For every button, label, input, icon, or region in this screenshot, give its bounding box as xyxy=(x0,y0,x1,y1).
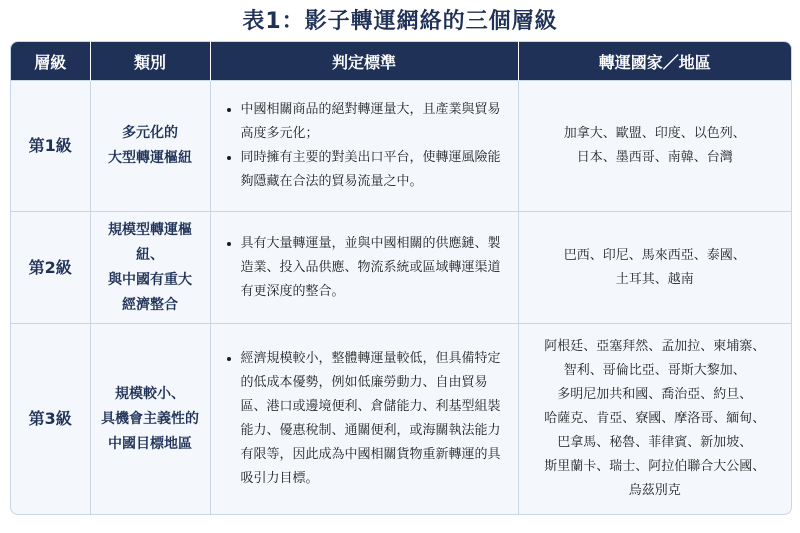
header-level: 層級 xyxy=(11,42,90,81)
level-cell: 第1級 xyxy=(11,81,90,212)
criteria-item: • 具有大量轉運量，並與中國相關的供應鏈、製造業、投入品供應、物流系統或區域轉運渠道有更深度的整合。 xyxy=(241,232,508,304)
countries-cell: 加拿大、歐盟、印度、以色列、 日本、墨西哥、南韓、台灣 xyxy=(518,81,791,212)
tier-table xyxy=(10,41,792,515)
criteria-cell xyxy=(210,212,518,324)
countries-cell: 巴西、印尼、馬來西亞、泰國、 土耳其、越南 xyxy=(518,212,791,324)
header-criteria: 判定標準 xyxy=(210,42,518,81)
header-countries: 轉運國家／地區 xyxy=(518,42,791,81)
level-cell: 第3級 xyxy=(11,324,90,514)
table-row xyxy=(11,324,791,514)
criteria-item: • 同時擁有主要的對美出口平台，使轉運風險能夠隱藏在合法的貿易流量之中。 xyxy=(241,146,508,194)
table-row xyxy=(11,212,791,324)
header-category: 類別 xyxy=(90,42,210,81)
category-cell: 規模較小、 具機會主義性的 中國目標地區 xyxy=(90,324,210,514)
header-row xyxy=(11,42,791,81)
criteria-item: • 經濟規模較小，整體轉運量較低，但具備特定的低成本優勢，例如低廉勞動力、自由貿易區、港口或邊境便利、倉儲能力、利基型組裝能力、優惠稅制、通關便利，或海關執法能力有限等，因此成為中國相關貨物重新轉運的具吸引力目標。 xyxy=(241,347,508,491)
table-row xyxy=(11,81,791,212)
category-cell: 多元化的 大型轉運樞紐 xyxy=(90,81,210,212)
table-title: 表1：影子轉運網絡的三個層級 xyxy=(242,9,558,34)
level-cell: 第2級 xyxy=(11,212,90,324)
category-cell: 規模型轉運樞紐、 與中國有重大 經濟整合 xyxy=(90,212,210,324)
countries-cell: 阿根廷、亞塞拜然、孟加拉、柬埔寨、 智利、哥倫比亞、哥斯大黎加、 多明尼加共和國、喬治亞、約旦、 哈薩克、肯亞、寮國、摩洛哥、緬甸、 巴拿馬、秘魯、菲律賓、新加坡、 斯里蘭卡、瑞士、阿拉伯聯合大公國、 烏茲別克 xyxy=(518,324,791,514)
criteria-item: • 中國相關商品的絕對轉運量大，且產業與貿易高度多元化； xyxy=(241,98,508,146)
criteria-cell xyxy=(210,81,518,212)
criteria-cell xyxy=(210,324,518,514)
